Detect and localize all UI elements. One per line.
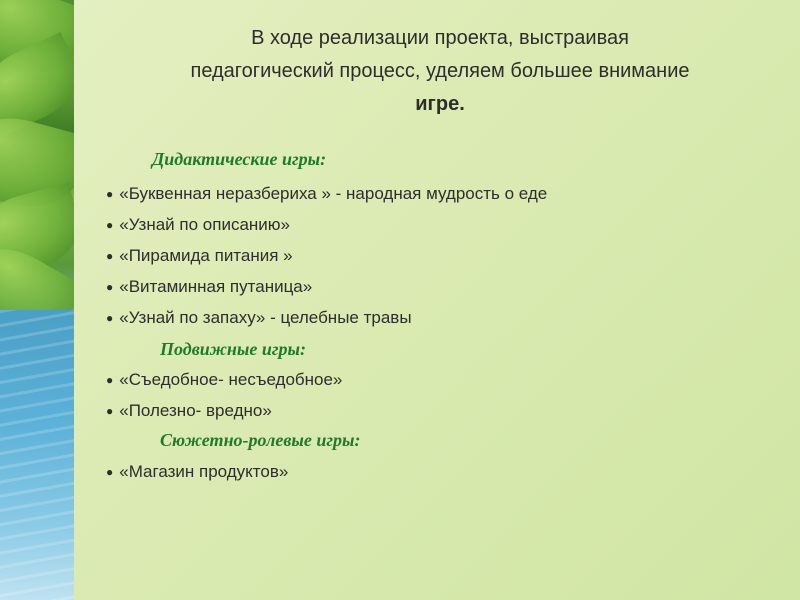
section-title-didactic: Дидактические игры: xyxy=(152,149,327,169)
list-item xyxy=(106,246,293,266)
list-item xyxy=(106,370,342,390)
list-item xyxy=(106,184,547,204)
section-title-active: Подвижные игры: xyxy=(160,339,306,359)
list-item-text: «Пирамида питания » xyxy=(119,246,293,265)
list-item xyxy=(106,277,312,297)
list-item-text: «Витаминная путаница» xyxy=(119,277,313,296)
decorative-leaves-water-strip xyxy=(0,0,74,600)
bullet-icon: ● xyxy=(106,280,114,294)
bullet-icon: ● xyxy=(106,465,114,479)
section-title-roleplay: Сюжетно-ролевые игры: xyxy=(160,430,361,450)
bullet-icon: ● xyxy=(106,404,114,418)
bullet-icon: ● xyxy=(106,311,114,325)
bullet-icon: ● xyxy=(106,218,114,232)
list-item-text: «Узнай по запаху» - целебные травы xyxy=(119,308,412,327)
list-item-text: «Буквенная неразбериха » - народная мудрость о еде xyxy=(119,184,548,203)
heading-emphasis: игре. xyxy=(415,93,465,115)
bullet-icon: ● xyxy=(106,373,114,387)
heading-line-2: педагогический процесс, уделяем большее внимание xyxy=(190,60,690,82)
list-item-text: «Съедобное- несъедобное» xyxy=(119,370,343,389)
list-item-text: «Узнай по описанию» xyxy=(119,215,290,234)
bullet-icon: ● xyxy=(106,249,114,263)
slide-heading xyxy=(100,22,780,121)
list-item xyxy=(106,308,412,328)
bullet-icon: ● xyxy=(106,187,114,201)
list-item xyxy=(106,401,272,421)
list-item xyxy=(106,462,288,482)
list-item xyxy=(106,215,290,235)
water-image xyxy=(0,310,74,600)
list-item-text: «Магазин продуктов» xyxy=(119,462,289,481)
list-item-text: «Полезно- вредно» xyxy=(119,401,272,420)
heading-line-1: В ходе реализации проекта, выстраивая xyxy=(251,27,629,49)
